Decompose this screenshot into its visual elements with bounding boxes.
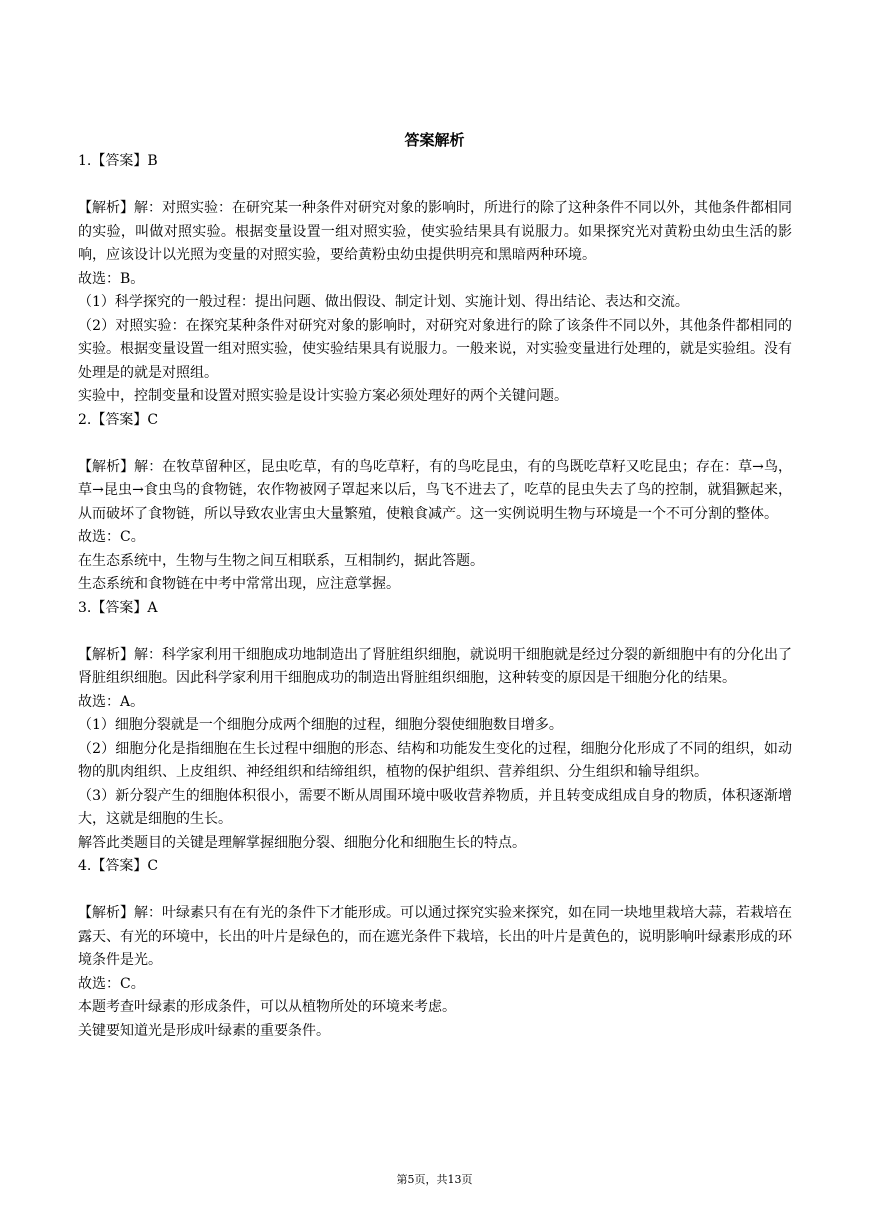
spacer: [78, 620, 792, 644]
note-paragraph: （3）新分裂产生的细胞体积很小，需要不断从周围环境中吸收营养物质，并且转变成组成自身的物质，体积逐渐增大，这就是细胞的生长。: [78, 787, 792, 827]
question-block-3: [78, 597, 792, 856]
choice-line: 故选：A。: [78, 693, 145, 710]
choice-line: 故选：C。: [78, 975, 145, 992]
answer-analysis-content: [78, 150, 792, 1043]
choice-line: 故选：B。: [78, 270, 145, 287]
spacer: [78, 879, 792, 903]
note-paragraph: 关键要知道光是形成叶绿素的重要条件。: [78, 1022, 330, 1039]
choice-line: 故选：C。: [78, 529, 145, 545]
page-footer: 第5页，共13页: [396, 1173, 473, 1186]
note-paragraph: （2）细胞分化是指细胞在生长过程中细胞的形态、结构和功能发生变化的过程，细胞分化形成了不同的组织，如动物的肌肉组织、上皮组织、神经组织和结缔组织，植物的保护组织、营养组织、分生组织和输导组织。: [78, 740, 792, 780]
analysis-paragraph: 【解析】解：在牧草留种区，昆虫吃草，有的鸟吃草籽，有的鸟吃昆虫，有的鸟既吃草籽又吃昆虫；存在：草→鸟，草→昆虫→食虫鸟的食物链，农作物被网子罩起来以后，鸟飞不进去了，吃草的昆虫失去了鸟的控制，就猖獗起来，从而破坏了食物链，所以导致农业害虫大量繁殖，使粮食减产。这一实例说明生物与环境是一个不可分割的整体。: [78, 458, 792, 522]
note-paragraph: （1）细胞分裂就是一个细胞分成两个细胞的过程，细胞分裂使细胞数目增多。: [78, 717, 563, 733]
page-title: 答案解析: [404, 131, 465, 149]
note-paragraph: （1）科学探究的一般过程：提出问题、做出假设、制定计划、实施计划、得出结论、表达和交流。: [78, 294, 689, 310]
spacer: [78, 432, 792, 456]
question-block-1: [78, 150, 792, 409]
note-paragraph: 解答此类题目的关键是理解掌握细胞分裂、细胞分化和细胞生长的特点。: [78, 834, 526, 851]
answer-line: 4.【答案】C: [78, 858, 159, 874]
answer-line: 2.【答案】C: [78, 411, 159, 428]
spacer: [78, 174, 792, 198]
answer-line: 1.【答案】B: [78, 153, 158, 169]
answer-line: 3.【答案】A: [78, 599, 158, 616]
question-block-2: [78, 409, 792, 597]
analysis-paragraph: 【解析】解：对照实验：在研究某一种条件对研究对象的影响时，所进行的除了这种条件不同以外，其他条件都相同的实验，叫做对照实验。根据变量设置一组对照实验，使实验结果具有说服力。如果探究光对黄粉虫幼虫生活的影响，应该设计以光照为变量的对照实验，要给黄粉虫幼虫提供明亮和黑暗两种环境。: [78, 200, 792, 263]
note-paragraph: 本题考查叶绿素的形成条件，可以从植物所处的环境来考虑。: [78, 999, 456, 1015]
analysis-paragraph: 【解析】解：科学家利用干细胞成功地制造出了肾脏组织细胞，就说明干细胞就是经过分裂的新细胞中有的分化出了肾脏组织细胞。因此科学家利用干细胞成功的制造出肾脏组织细胞，这种转变的原因是干细胞分化的结果。: [78, 646, 792, 686]
note-paragraph: 在生态系统中，生物与生物之间互相联系，互相制约，据此答题。: [78, 552, 484, 569]
note-paragraph: 生态系统和食物链在中考中常常出现，应注意掌握。: [78, 576, 400, 592]
analysis-paragraph: 【解析】解：叶绿素只有在有光的条件下才能形成。可以通过探究实验来探究，如在同一块地里栽培大蒜，若栽培在露天、有光的环境中，长出的叶片是绿色的，而在遮光条件下栽培，长出的叶片是黄色的，说明影响叶绿素形成的环境条件是光。: [78, 905, 792, 968]
question-block-4: [78, 855, 792, 1043]
note-paragraph: （2）对照实验：在探究某种条件对研究对象的影响时，对研究对象进行的除了该条件不同以外，其他条件都相同的实验。根据变量设置一组对照实验，使实验结果具有说服力。一般来说，对实验变量进行处理的，就是实验组。没有处理是的就是对照组。: [78, 317, 792, 381]
note-paragraph: 实验中，控制变量和设置对照实验是设计实验方案必须处理好的两个关键问题。: [78, 388, 568, 404]
